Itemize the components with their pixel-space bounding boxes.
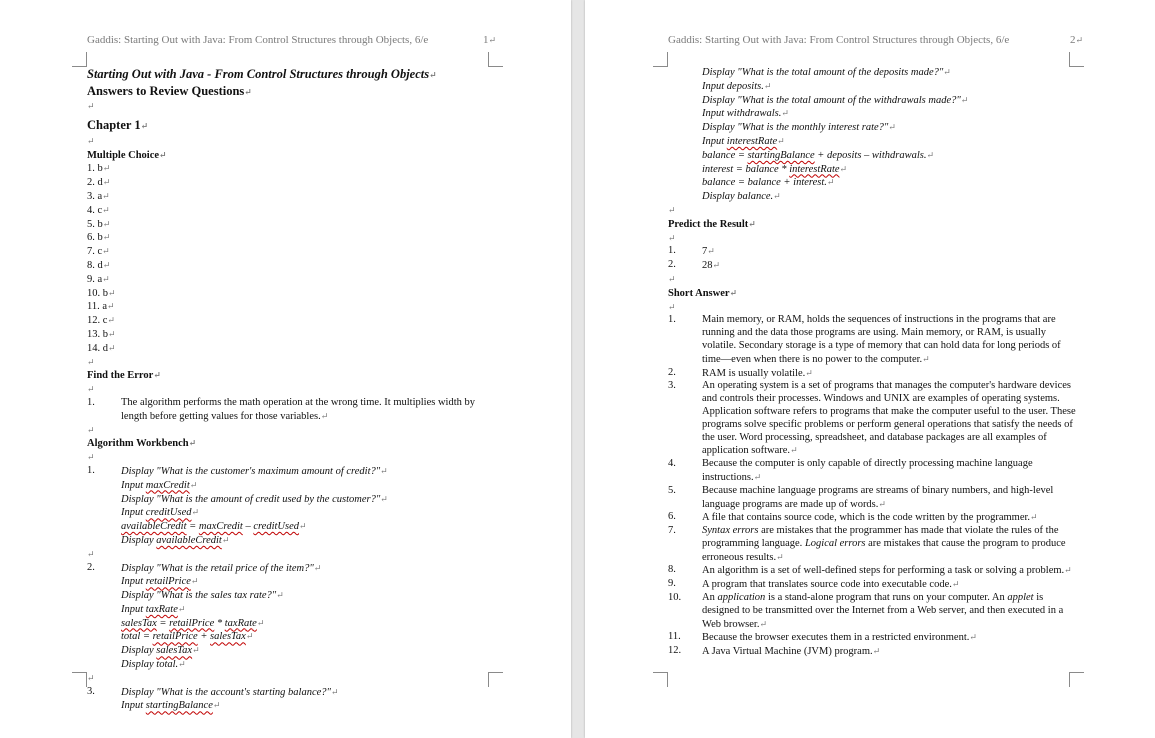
- empty-paragraph: ↵: [87, 548, 95, 559]
- empty-paragraph: ↵: [87, 672, 95, 683]
- multiple-choice-list: [87, 162, 486, 355]
- short-answer-item: 5. Because machine language programs are streams of binary numbers, and high-level language programs are made up of words.↵: [668, 484, 1054, 510]
- spelling-flag: interestRate: [726, 135, 778, 147]
- short-answer-item: 3. An operating system is a set of programs that manages the computer's hardware devices and controls their processes. Windows and UNIX are examples of operating systems. Application software refers to programs that make the computer useful to the user. These programs solve specific problems or perform general operations that satisfy the needs of the user. Word processing, spreadsheet, and database packages are all examples of application software.↵: [668, 380, 1076, 457]
- margin-corner-mark: [72, 672, 87, 687]
- section-heading-multiple-choice: Multiple Choice↵: [87, 149, 167, 161]
- margin-corner-mark: [72, 52, 87, 67]
- section-heading-short-answer: Short Answer↵: [668, 287, 738, 299]
- page-header: [87, 34, 496, 48]
- margin-corner-mark: [653, 52, 668, 67]
- spelling-flag: interestRate: [789, 163, 840, 175]
- empty-paragraph: ↵: [87, 101, 95, 111]
- multiple-choice-answer: 8. d↵: [87, 259, 111, 271]
- spelling-flag: creditUsed: [253, 521, 300, 533]
- header-title: Gaddis: Starting Out with Java: From Control Structures through Objects, 6/e: [668, 34, 1010, 46]
- short-answer-item: 9. A program that translates source code into executable code.↵: [668, 578, 960, 591]
- spelling-flag: startingBalance: [747, 149, 815, 161]
- multiple-choice-answer: 14. d↵: [87, 342, 116, 354]
- page-number: 2↵: [1069, 34, 1083, 46]
- margin-corner-mark: [488, 672, 503, 687]
- page-body[interactable]: [668, 66, 1080, 659]
- empty-paragraph: ↵: [87, 135, 95, 146]
- spelling-flag: maxCredit: [145, 479, 190, 491]
- spelling-flag: salesTax: [121, 617, 157, 629]
- document-subtitle: Answers to Review Questions↵: [87, 84, 252, 98]
- document-title: Starting Out with Java - From Control Structures through Objects↵: [87, 67, 437, 81]
- short-answer-item: 11. Because the browser executes them in a restricted environment.↵: [668, 631, 977, 644]
- page-number: 1↵: [482, 34, 496, 46]
- find-error-item: 1. The algorithm performs the math operation at the wrong time. It multiplies width by length before getting values for those variables.↵: [87, 396, 476, 422]
- multiple-choice-answer: 3. a↵: [87, 190, 110, 202]
- document-page-2: [585, 0, 1155, 738]
- spelling-flag: retailPrice: [152, 631, 198, 643]
- algorithm-item-2: 2. Display "What is the retail price of the item?"↵ Input retailPrice↵ Display "What is the sales tax rate?"↵ Input taxRate↵ salesTax = retailPrice * taxRate↵ total = retailPrice + salesTax↵ Display salesTax↵ Display total.↵: [87, 561, 322, 671]
- spelling-flag: availableCredit: [121, 521, 187, 533]
- margin-corner-mark: [488, 52, 503, 67]
- algorithm-item-1: 1. Display "What is the customer's maximum amount of credit?"↵ Input maxCredit↵ Display "What is the amount of credit used by the customer?"↵ Input creditUsed↵ availableCredit = maxCredit – creditUsed↵ Display availableCredit↵: [87, 464, 388, 546]
- multiple-choice-answer: 2. d↵: [87, 177, 111, 189]
- multiple-choice-answer: 13. b↵: [87, 328, 116, 340]
- section-heading-find-the-error: Find the Error↵: [87, 370, 161, 382]
- algorithm-item-3: 3. Display "What is the account's starting balance?"↵ Input startingBalance↵: [87, 685, 339, 712]
- empty-paragraph: ↵: [668, 232, 676, 243]
- multiple-choice-answer: 10. b↵: [87, 287, 116, 299]
- multiple-choice-answer: 9. a↵: [87, 273, 110, 285]
- page-header: [668, 34, 1083, 48]
- multiple-choice-answer: 12. c↵: [87, 315, 115, 327]
- spelling-flag: retailPrice: [169, 617, 215, 629]
- empty-paragraph: ↵: [668, 273, 676, 284]
- multiple-choice-answer: 11. a↵: [87, 301, 115, 313]
- section-heading-predict-the-result: Predict the Result↵: [668, 218, 756, 230]
- multiple-choice-answer: 5. b↵: [87, 218, 111, 230]
- empty-paragraph: ↵: [668, 204, 676, 215]
- margin-corner-mark: [1069, 52, 1084, 67]
- predict-result-item: 2. 28↵: [668, 259, 721, 272]
- margin-corner-mark: [1069, 672, 1084, 687]
- short-answer-item: 1. Main memory, or RAM, holds the sequences of instructions in the programs that are running and the data those programs are using. Main memory, or RAM, is usually volatile. Secondary storage is a type of memory that can hold data for long periods of time—even when there is no power to the computer.↵: [668, 314, 1061, 365]
- short-answer-item: 12. A Java Virtual Machine (JVM) program.↵: [668, 645, 881, 658]
- spelling-flag: taxRate: [224, 617, 257, 629]
- empty-paragraph: ↵: [87, 424, 95, 435]
- multiple-choice-answer: 6. b↵: [87, 232, 111, 244]
- spelling-flag: availableCredit: [156, 534, 222, 546]
- empty-paragraph: ↵: [87, 356, 95, 367]
- spelling-flag: maxCredit: [198, 521, 243, 533]
- spelling-flag: salesTax: [156, 645, 193, 657]
- spelling-flag: taxRate: [145, 603, 178, 615]
- short-answer-item: 6. A file that contains source code, which is the code written by the programmer.↵: [668, 511, 1038, 524]
- short-answer-item: 7. Syntax errors are mistakes that the programmer has made that violate the rules of the programming language. Logical errors are mistakes that cause the program to produce erroneous results.↵: [668, 525, 1066, 563]
- predict-result-item: 1. 7↵: [668, 245, 715, 258]
- algorithm-item-3-continued: Display "What is the total amount of the deposits made?"↵ Input deposits.↵ Display "What is the total amount of the withdrawals made?"↵ Input withdrawals.↵ Display "What is the monthly interest rate?"↵ Input interestRate↵ balance = startingBalance + deposits – withdrawals.↵ interest = balance * interestRate↵ balance = balance + interest.↵ Display balance.↵: [702, 67, 969, 203]
- spelling-flag: salesTax: [210, 631, 246, 643]
- margin-corner-mark: [653, 672, 668, 687]
- short-answer-item: 2. RAM is usually volatile.↵: [668, 366, 813, 379]
- multiple-choice-answer: 7. c↵: [87, 246, 110, 258]
- short-answer-item: 8. An algorithm is a set of well-defined steps for performing a task or solving a problem.↵: [668, 564, 1072, 577]
- page-body[interactable]: [87, 66, 486, 713]
- multiple-choice-answer: 4. c↵: [87, 204, 110, 216]
- short-answer-item: 10. An application is a stand-alone program that runs on your computer. An applet is designed to be transmitted over the Internet from a Web server, and then executed in a Web browser.↵: [668, 592, 1064, 630]
- short-answer-item: 4. Because the computer is only capable of directly processing machine language instructions.↵: [668, 458, 1033, 483]
- empty-paragraph: ↵: [87, 452, 95, 463]
- section-heading-algorithm-workbench: Algorithm Workbench↵: [87, 438, 197, 450]
- empty-paragraph: ↵: [87, 384, 95, 395]
- spelling-flag: creditUsed: [145, 507, 192, 519]
- header-title: Gaddis: Starting Out with Java: From Control Structures through Objects, 6/e: [87, 34, 429, 46]
- document-page-1: [0, 0, 571, 738]
- spelling-flag: startingBalance: [145, 700, 213, 712]
- chapter-heading: Chapter 1↵: [87, 117, 149, 132]
- spelling-flag: retailPrice: [145, 576, 191, 588]
- empty-paragraph: ↵: [668, 301, 676, 312]
- multiple-choice-answer: 1. b↵: [87, 163, 111, 175]
